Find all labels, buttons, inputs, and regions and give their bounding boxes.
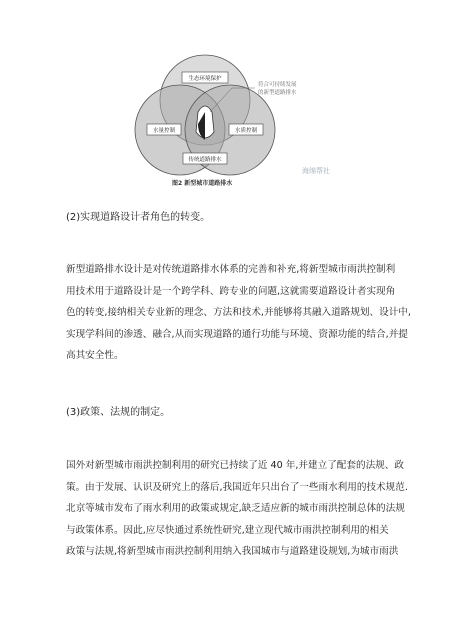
label-left: 水量控制 (152, 128, 176, 134)
section2-heading: (2)实现道路设计者角色的转变。 (66, 212, 211, 223)
side-note-line2: 的新型道路排水 (258, 90, 297, 96)
paragraph-line: 政策与法规,将新型城市雨洪控制利用纳入我国城市与道路建设规划,为城市雨洪 (66, 546, 399, 557)
venn-diagram (0, 0, 450, 200)
paragraph-line: 实现学科间的渗透、融合,从而实现道路的通行功能与环境、资源功能的结合,并提 (66, 328, 408, 340)
side-note-line1: 符合可持续发展 (258, 82, 297, 88)
paragraph-line: 高其安全性。 (66, 350, 124, 361)
watermark: 海绵帮社 (302, 167, 330, 175)
label-right: 水质控制 (234, 128, 258, 134)
paragraph-line: 北京等城市发布了雨水利用的政策或规定,缺乏适应新的城市雨洪控制总体的法规 (66, 503, 405, 514)
paragraph-line: 色的转变,接纳相关专业新的理念、方法和技术,并能够将其融入道路规划、设计中, (66, 307, 411, 318)
paragraph-line: 与政策体系。因此,应尽快通过系统性研究,建立现代城市雨洪控制利用的相关 (66, 524, 389, 536)
label-top: 生态环境保护 (188, 76, 222, 82)
section3-paragraph (66, 455, 408, 563)
section3-heading: (3)政策、法规的制定。 (66, 407, 171, 418)
paragraph-line: 用技术用于道路设计是一个跨学科、跨专业的问题,这就需要道路设计者实现角 (66, 285, 396, 297)
paragraph-line: 新型道路排水设计是对传统道路排水体系的完善和补充,将新型城市雨洪控制利 (66, 264, 396, 275)
venn-figure (0, 0, 450, 200)
section2-paragraph (66, 259, 411, 367)
paragraph-line: 国外对新型城市雨洪控制利用的研究已持续了近 40 年,并建立了配套的法规、政 (66, 460, 404, 471)
figure-caption: 图2 新型城市道路排水 (172, 180, 233, 187)
paragraph-line: 策。由于发展、认识及研究上的落后,我国近年只出台了一些雨水利用的技术规范. (66, 481, 408, 493)
label-bottom: 传统道路排水 (188, 157, 222, 163)
